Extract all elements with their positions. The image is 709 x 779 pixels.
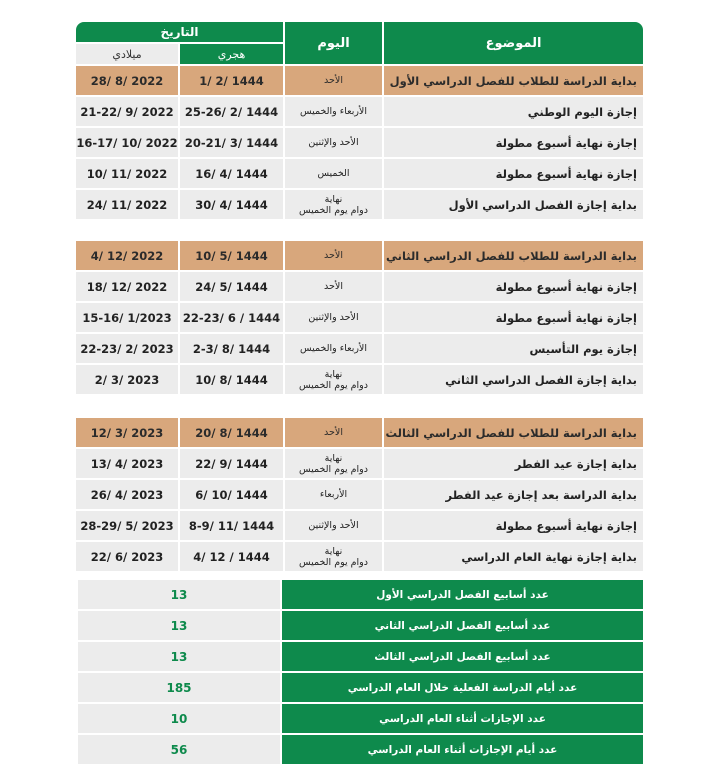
row-topic: بداية الدراسة للطلاب للفصل الدراسي الثالث [384, 418, 643, 447]
table-row [76, 159, 643, 188]
row-gregorian: 10/ 11/ 2022 [76, 159, 178, 188]
row-hijri: 10/ 5/ 1444 [180, 241, 283, 270]
row-day-text: الأحد والإثنين [308, 137, 359, 148]
row-gregorian: 2/ 3/ 2023 [76, 365, 178, 394]
row-day-text: الأربعاء والخميس [300, 343, 367, 354]
table-row [76, 418, 643, 447]
summary-label: عدد أيام الإجازات أثناء العام الدراسي [282, 735, 643, 764]
row-hijri: 24/ 5/ 1444 [180, 272, 283, 301]
summary-label: عدد أيام الدراسة الفعلية خلال العام الدراسي [282, 673, 643, 702]
row-day [285, 303, 382, 332]
row-day [285, 418, 382, 447]
row-topic: بداية إجازة الفصل الدراسي الثاني [384, 365, 643, 394]
summary-table [78, 580, 643, 766]
table-row [76, 449, 643, 478]
row-day [285, 480, 382, 509]
table-header [76, 22, 643, 64]
row-hijri: 6/ 10/ 1444 [180, 480, 283, 509]
table-row [76, 365, 643, 394]
summary-value: 13 [78, 580, 280, 609]
row-hijri: 20/ 8/ 1444 [180, 418, 283, 447]
header-hijri: هجري [180, 44, 283, 64]
row-day [285, 128, 382, 157]
row-day-text-2: دوام يوم الخميس [299, 379, 368, 391]
row-day [285, 190, 382, 219]
row-day-text: الأربعاء [319, 489, 348, 500]
row-day-text: الأربعاء والخميس [300, 106, 367, 117]
summary-value: 10 [78, 704, 280, 733]
header-date: التاريخ [76, 22, 283, 42]
row-day-text: الأحد [324, 75, 343, 86]
row-gregorian: 22/ 6/ 2023 [76, 542, 178, 571]
header-gregorian: ميلادي [76, 44, 178, 64]
row-day-text-2: دوام يوم الخميس [299, 204, 368, 216]
row-day [285, 334, 382, 363]
row-gregorian: 28-29/ 5/ 2023 [76, 511, 178, 540]
row-topic: بداية الدراسة للطلاب للفصل الدراسي الأول [384, 66, 643, 95]
row-hijri: 4/ 12 / 1444 [180, 542, 283, 571]
summary-value: 56 [78, 735, 280, 764]
header-day: اليوم [285, 22, 382, 64]
row-hijri: 30/ 4/ 1444 [180, 190, 283, 219]
row-day [285, 365, 382, 394]
row-topic: بداية إجازة الفصل الدراسي الأول [384, 190, 643, 219]
row-topic: بداية الدراسة للطلاب للفصل الدراسي الثاني [384, 241, 643, 270]
row-topic: بداية إجازة نهاية العام الدراسي [384, 542, 643, 571]
summary-label: عدد أسابيع الفصل الدراسي الثاني [282, 611, 643, 640]
row-day [285, 542, 382, 571]
row-topic: إجازة نهاية أسبوع مطولة [384, 303, 643, 332]
summary-label: عدد الإجازات أثناء العام الدراسي [282, 704, 643, 733]
row-day-text: الخميس [317, 168, 350, 179]
summary-row [78, 580, 643, 609]
row-day-text: الأحد [324, 427, 343, 438]
summary-row [78, 704, 643, 733]
summary-value: 13 [78, 642, 280, 671]
term-section [76, 418, 643, 571]
header-date-sub [76, 44, 283, 64]
table-row [76, 97, 643, 126]
summary-label: عدد أسابيع الفصل الدراسي الأول [282, 580, 643, 609]
row-hijri: 10/ 8/ 1444 [180, 365, 283, 394]
row-day-text-2: دوام يوم الخميس [299, 556, 368, 568]
row-hijri: 25-26/ 2/ 1444 [180, 97, 283, 126]
row-topic: بداية إجازة عيد الفطر [384, 449, 643, 478]
summary-row [78, 642, 643, 671]
row-day-text: الأحد [324, 250, 343, 261]
row-topic: إجازة نهاية أسبوع مطولة [384, 511, 643, 540]
summary-row [78, 735, 643, 764]
calendar-table [76, 22, 643, 577]
table-row [76, 480, 643, 509]
row-hijri: 8-9/ 11/ 1444 [180, 511, 283, 540]
row-topic: بداية الدراسة بعد إجازة عيد الفطر [384, 480, 643, 509]
summary-value: 13 [78, 611, 280, 640]
row-topic: إجازة نهاية أسبوع مطولة [384, 272, 643, 301]
table-row [76, 542, 643, 571]
row-gregorian: 28/ 8/ 2022 [76, 66, 178, 95]
table-row [76, 190, 643, 219]
row-gregorian: 26/ 4/ 2023 [76, 480, 178, 509]
table-row [76, 303, 643, 332]
summary-row [78, 611, 643, 640]
table-body [76, 66, 643, 571]
term-section [76, 66, 643, 219]
row-day-text: الأحد [324, 281, 343, 292]
table-row [76, 66, 643, 95]
term-section [76, 241, 643, 394]
row-gregorian: 16-17/ 10/ 2022 [76, 128, 178, 157]
row-day [285, 159, 382, 188]
row-hijri: 16/ 4/ 1444 [180, 159, 283, 188]
row-hijri: 22-23/ 6 / 1444 [180, 303, 283, 332]
row-gregorian: 12/ 3/ 2023 [76, 418, 178, 447]
table-row [76, 511, 643, 540]
row-topic: إجازة نهاية أسبوع مطولة [384, 159, 643, 188]
header-topic: الموضوع [384, 22, 643, 64]
row-hijri: 22/ 9/ 1444 [180, 449, 283, 478]
row-gregorian: 13/ 4/ 2023 [76, 449, 178, 478]
row-gregorian: 15-16/ 1/2023 [76, 303, 178, 332]
row-topic: إجازة نهاية أسبوع مطولة [384, 128, 643, 157]
row-day-text-2: دوام يوم الخميس [299, 463, 368, 475]
row-gregorian: 22-23/ 2/ 2023 [76, 334, 178, 363]
row-day-text: الأحد والإثنين [308, 312, 359, 323]
row-hijri: 20-21/ 3/ 1444 [180, 128, 283, 157]
row-day [285, 66, 382, 95]
row-topic: إجازة يوم التأسيس [384, 334, 643, 363]
table-row [76, 128, 643, 157]
summary-label: عدد أسابيع الفصل الدراسي الثالث [282, 642, 643, 671]
row-hijri: 2-3/ 8/ 1444 [180, 334, 283, 363]
table-row [76, 334, 643, 363]
summary-row [78, 673, 643, 702]
row-gregorian: 4/ 12/ 2022 [76, 241, 178, 270]
row-topic: إجازة اليوم الوطني [384, 97, 643, 126]
summary-value: 185 [78, 673, 280, 702]
row-hijri: 1/ 2/ 1444 [180, 66, 283, 95]
header-date-group [76, 22, 283, 64]
row-day [285, 511, 382, 540]
row-day [285, 272, 382, 301]
row-day-text: الأحد والإثنين [308, 520, 359, 531]
table-row [76, 272, 643, 301]
row-gregorian: 18/ 12/ 2022 [76, 272, 178, 301]
row-day-text: نهاية [324, 368, 343, 380]
row-day-text: نهاية [324, 452, 343, 464]
row-day-text: نهاية [324, 193, 343, 205]
row-day [285, 241, 382, 270]
row-day-text: نهاية [324, 545, 343, 557]
row-day [285, 449, 382, 478]
row-gregorian: 24/ 11/ 2022 [76, 190, 178, 219]
row-day [285, 97, 382, 126]
table-row [76, 241, 643, 270]
row-gregorian: 21-22/ 9/ 2022 [76, 97, 178, 126]
